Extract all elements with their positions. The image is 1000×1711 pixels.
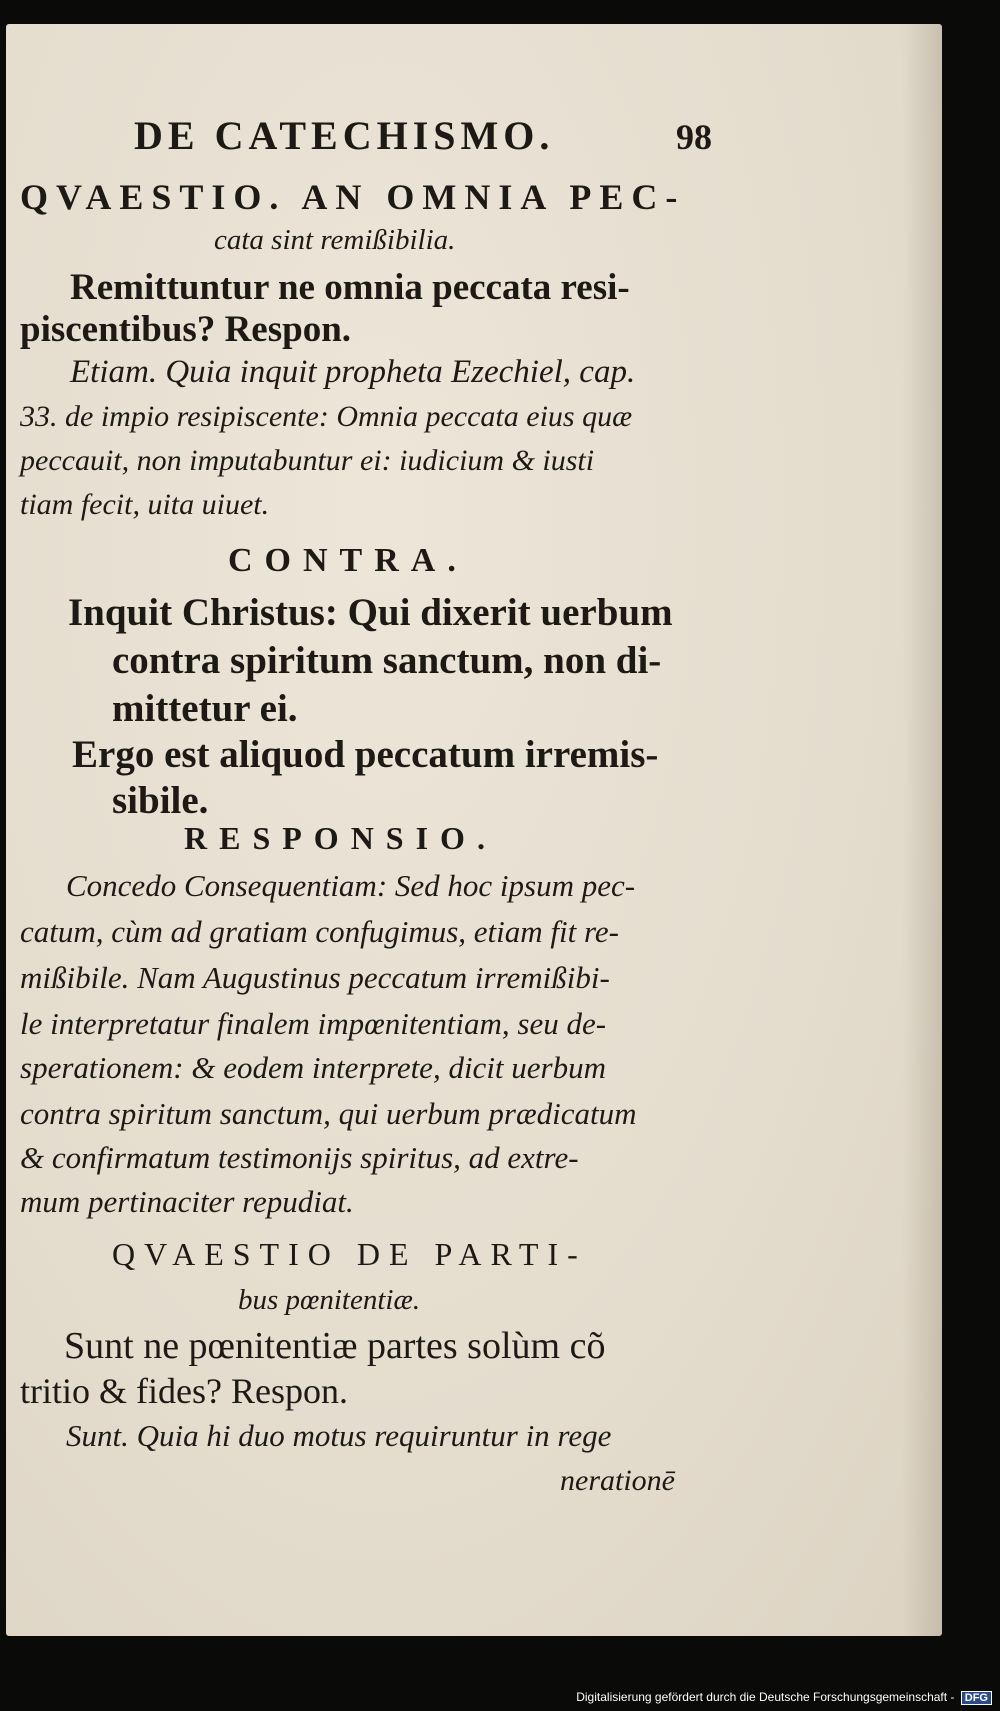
text-line: Ergo est aliquod peccatum irremis- (72, 733, 659, 776)
catchword: nerationē (560, 1464, 675, 1497)
text-line: le interpretatur finalem impœnitentiam, seu de- (20, 1006, 607, 1041)
text-line: sibile. (112, 779, 209, 822)
text-line: mittetur ei. (112, 687, 298, 730)
credit-text: Digitalisierung gefördert durch die Deutsche Forschungsgemeinschaft - (576, 1690, 955, 1704)
text-line: Inquit Christus: Qui dixerit uerbum (68, 591, 673, 634)
text-line: peccauit, non imputabuntur ei: iudicium & iusti (20, 444, 595, 477)
section-heading-contra: CONTRA. (228, 542, 468, 579)
text-line: catum, cùm ad gratiam confugimus, etiam fit re- (20, 914, 619, 949)
text-line: Concedo Consequentiam: Sed hoc ipsum pec- (66, 868, 636, 903)
dfg-logo: DFG (961, 1691, 992, 1705)
text-line: contra spiritum sanctum, qui uerbum prædicatum (20, 1096, 637, 1131)
question-heading-2-cont: bus pœnitentiæ. (238, 1284, 421, 1316)
text-line: sperationem: & eodem interprete, dicit uerbum (20, 1050, 607, 1085)
text-line: Etiam. Quia inquit propheta Ezechiel, cap. (70, 354, 636, 390)
digitization-credit (576, 1690, 992, 1705)
text-line: Remittuntur ne omnia peccata resi- (70, 267, 630, 308)
book-page (6, 24, 942, 1636)
question-heading-2: QVAESTIO DE PARTI- (112, 1236, 587, 1272)
text-line: tiam fecit, uita uiuet. (20, 488, 270, 521)
text-line: Sunt ne pœnitentiæ partes solùm cõ (64, 1325, 606, 1367)
text-line: piscentibus? Respon. (20, 309, 352, 350)
text-line: 33. de impio resipiscente: Omnia peccata eius quæ (20, 400, 633, 433)
text-line: mum pertinaciter repudiat. (20, 1184, 354, 1219)
running-header: DE CATECHISMO. (134, 113, 555, 158)
question-heading-1: QVAESTIO. AN OMNIA PEC- (20, 177, 686, 217)
text-line: tritio & fides? Respon. (20, 1371, 348, 1411)
section-heading-responsio: RESPONSIO. (184, 820, 497, 856)
text-line: & confirmatum testimonijs spiritus, ad extre- (20, 1140, 579, 1175)
text-line: mißibile. Nam Augustinus peccatum irremißibi- (20, 960, 610, 995)
folio-number: 98 (676, 117, 712, 157)
question-heading-1-cont: cata sint remißibilia. (214, 224, 456, 256)
page-edge-shadow (902, 24, 942, 1636)
text-line: Sunt. Quia hi duo motus requiruntur in rege (66, 1418, 612, 1453)
text-line: contra spiritum sanctum, non di- (112, 639, 662, 682)
